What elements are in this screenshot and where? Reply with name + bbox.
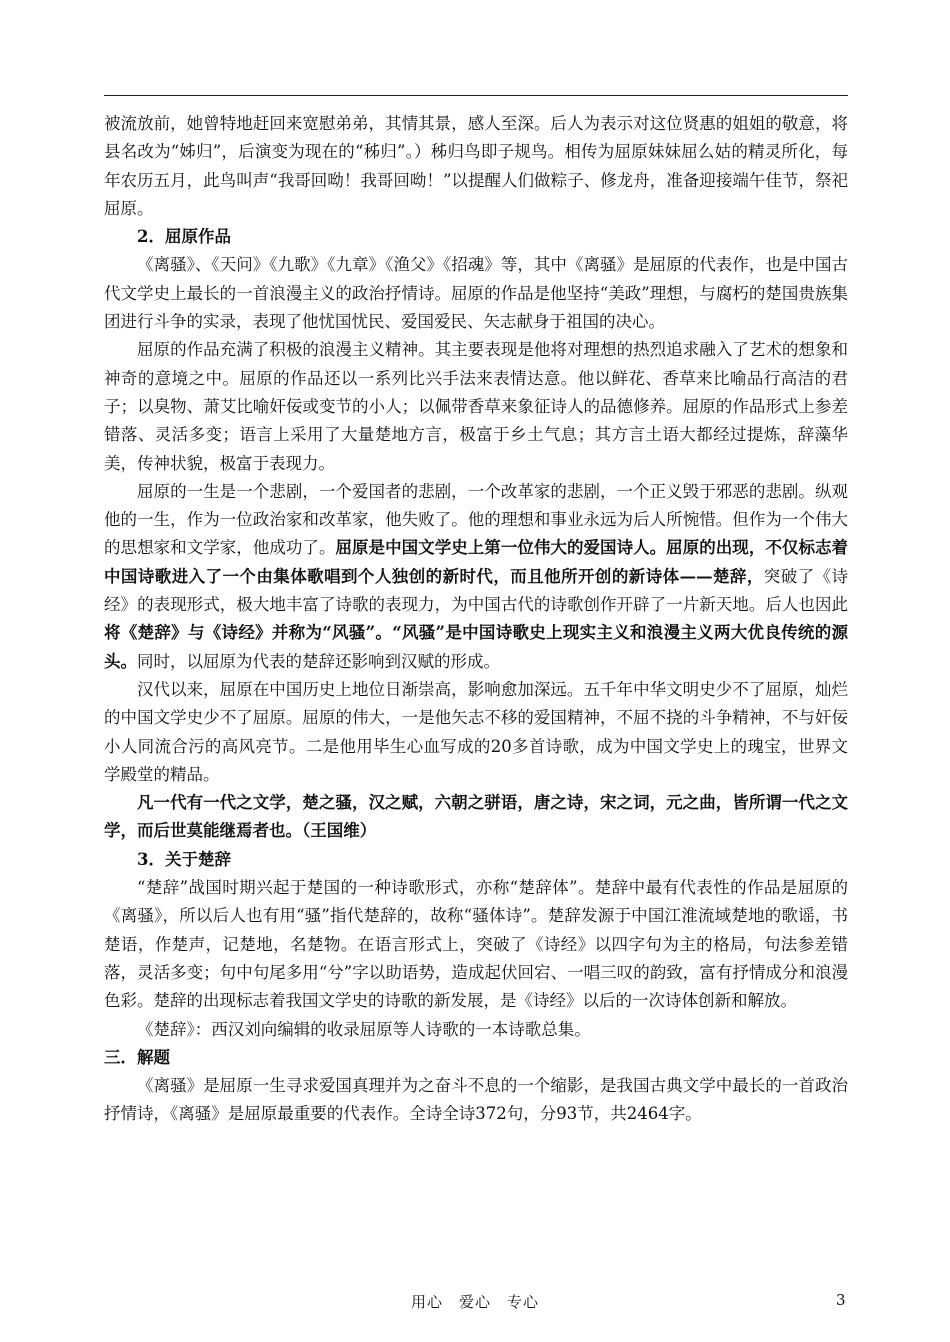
paragraph: 被流放前，她曾特地赶回来宽慰弟弟，其情其景，感人至深。后人为表示对这位贤惠的姐姐的敬意，将县名改为“姊归”，后演变为现在的“秭归”。）秭归鸟即子规鸟。相传为屈原妹妹屈么姑的精灵所化，每年农历五月，此鸟叫声“我哥回呦！我哥回呦！”以提醒人们做粽子、修龙舟，准备迎接端午佳节，祭祀屈原。 (104, 114, 848, 218)
text-run: 同时，以屈原为代表的楚辞还影响到汉赋的形成。 (137, 651, 500, 671)
section-heading: 三．解题 (104, 1047, 170, 1067)
section-heading: 2．屈原作品 (137, 227, 231, 247)
footer-motto: 用心 爱心 专心 (410, 1293, 539, 1311)
paragraph (104, 478, 848, 676)
section-heading: 3．关于楚辞 (137, 849, 231, 869)
paragraph: 《离骚》是屈原一生寻求爱国真理并为之奋斗不息的一个缩影，是我国古典文学中最长的一首政治抒情诗，《离骚》是屈原最重要的代表作。全诗全诗372句，分93节，共2464字。 (104, 1076, 848, 1124)
document-body (104, 110, 848, 1129)
bold-text-run: 将《楚辞》与《诗经》并称为“风骚”。“风骚”是中国诗歌史上现实主义和浪漫主义两大优良传统的源头。 (104, 623, 848, 671)
text-run: 屈原的一生是一个悲剧，一个爱国者的悲剧，一个改革家的悲剧，一个正义毁于邪恶的悲剧。纵观他的一生，作为一位政治家和改革家，他失败了。他的理想和事业永远为后人所惋惜。但作为一个伟大的思想家和文学家，他成功了。 (104, 481, 848, 558)
paragraph: “楚辞”战国时期兴起于楚国的一种诗歌形式，亦称“楚辞体”。楚辞中最有代表性的作品是屈原的《离骚》，所以后人也有用“骚”指代楚辞的，故称“骚体诗”。楚辞发源于中国江淮流域楚地的歌谣，书楚语，作楚声，记楚地，名楚物。在语言形式上，突破了《诗经》以四字句为主的格局，句法参差错落，灵活多变；句中句尾多用“兮”字以助语势，造成起伏回宕、一唱三叹的韵致，富有抒情成分和浪漫色彩。楚辞的出现标志着我国文学史的诗歌的新发展，是《诗经》以后的一次诗体创新和解放。 (104, 878, 848, 1011)
paragraph: 《楚辞》：西汉刘向编辑的收录屈原等人诗歌的一本诗歌总集。 (137, 1019, 591, 1039)
header-rule (104, 95, 848, 96)
page-number: 3 (836, 1291, 846, 1309)
paragraph: 汉代以来，屈原在中国历史上地位日渐崇高，影响愈加深远。五千年中华文明史少不了屈原，灿烂的中国文学史少不了屈原。屈原的伟大，一是他矢志不移的爱国精神，不屈不挠的斗争精神，不与奸佞小人同流合污的高风亮节。二是他用毕生心血写成的20多首诗歌，成为中国文学史上的瑰宝，世界文学殿堂的精品。 (104, 679, 848, 784)
text-run: 突破了《诗经》的表现形式，极大地丰富了诗歌的表现力，为中国古代的诗歌创作开辟了一片新天地。后人也因此 (104, 566, 849, 615)
quote-paragraph: 凡一代有一代之文学，楚之骚，汉之赋，六朝之骈语，唐之诗，宋之词，元之曲，皆所谓一代之文学，而后世莫能继焉者也。（王国维） (104, 793, 848, 841)
bold-text-run: 屈原是中国文学史上第一位伟大的爱国诗人。屈原的出现，不仅标志着中国诗歌进入了一个由集体歌唱到个人独创的新时代，而且他所开创的新诗体——楚辞， (104, 538, 849, 586)
paragraph: 《离骚》、《天问》《九歌》《九章》《渔父》《招魂》等，其中《离骚》是屈原的代表作，也是中国古代文学史上最长的一首浪漫主义的政治抒情诗。屈原的作品是他坚持“美政”理想，与腐朽的楚国贵族集团进行斗争的实录，表现了他忧国忧民、爱国爱民、矢志献身于祖国的决心。 (104, 255, 848, 332)
paragraph: 屈原的作品充满了积极的浪漫主义精神。其主要表现是他将对理想的热烈追求融入了艺术的想象和神奇的意境之中。屈原的作品还以一系列比兴手法来表情达意。他以鲜花、香草来比喻品行高洁的君子；以臭物、萧艾比喻奸佞或变节的小人；以佩带香草来象征诗人的品德修养。屈原的作品形式上参差错落、灵活多变；语言上采用了大量楚地方言，极富于乡土气息；其方言土语大都经过提炼，辞藻华美，传神状貌，极富于表现力。 (104, 340, 848, 473)
